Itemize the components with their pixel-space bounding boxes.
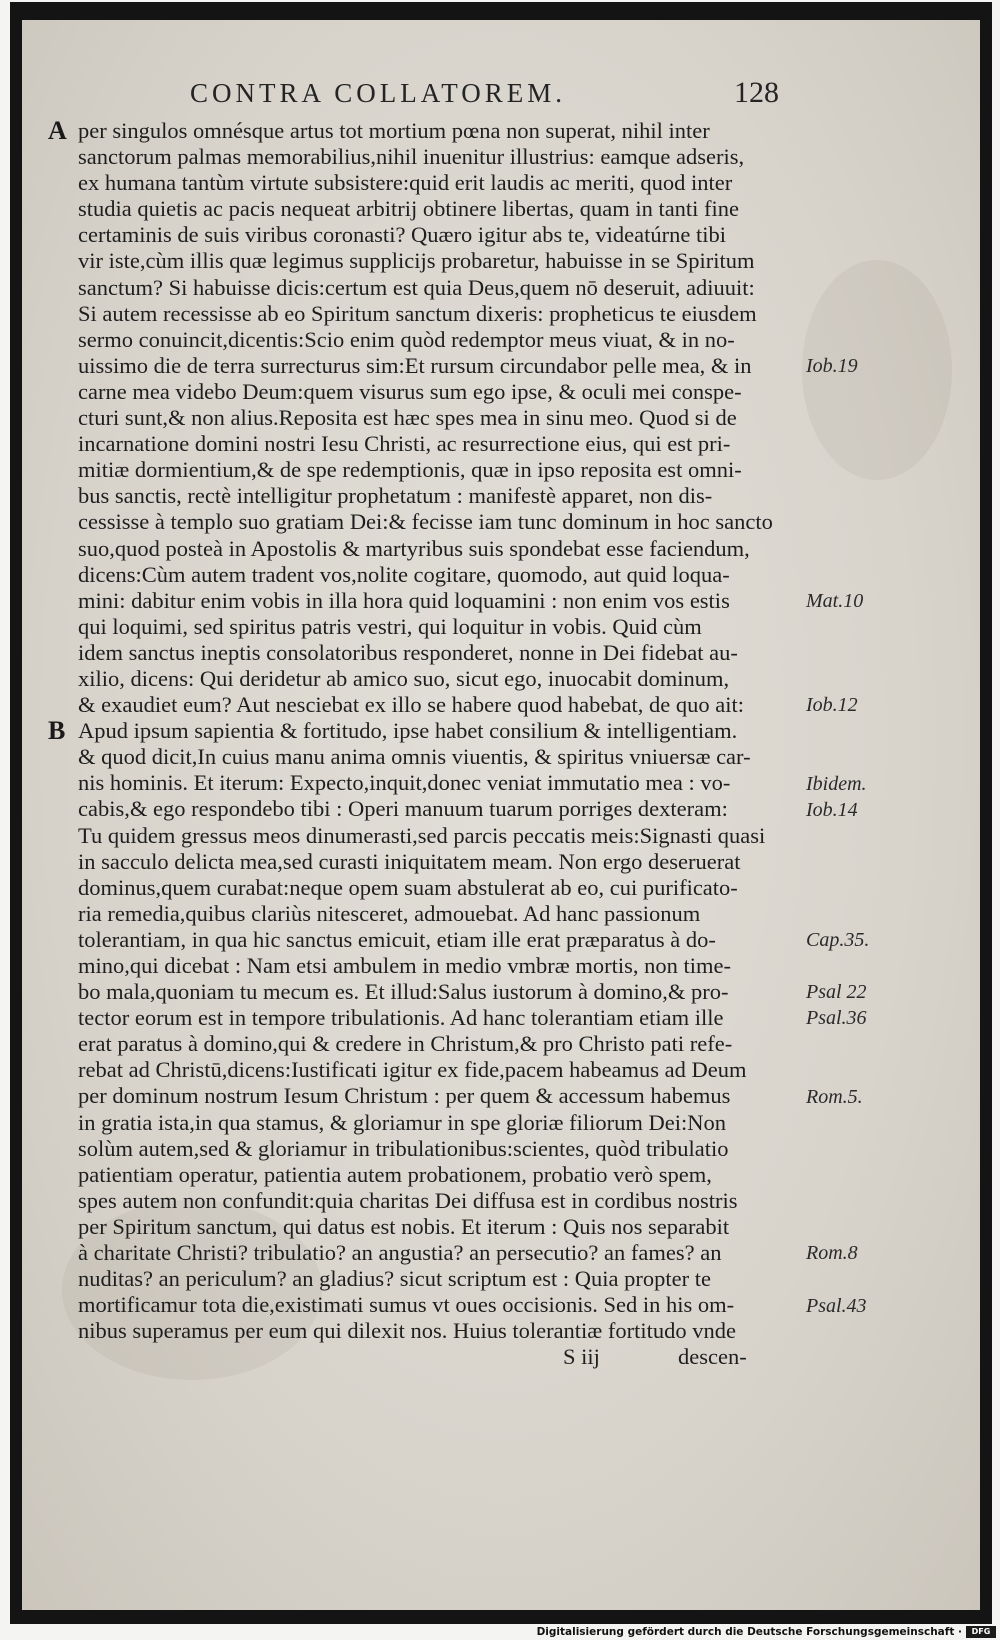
text-line	[48, 353, 796, 379]
marginal-note: Psal 22	[806, 981, 867, 1004]
line-text: dicens:Cùm autem tradent vos,nolite cogitare, quomodo, aut quid loqua-	[78, 561, 730, 587]
text-line	[48, 927, 796, 953]
text-line	[48, 1240, 796, 1266]
text-line	[48, 1057, 796, 1083]
line-text: per dominum nostrum Iesum Christum : per quem & accessum habemus	[78, 1083, 731, 1109]
line-text: erat paratus à domino,qui & credere in Christum,& pro Christo pati refe-	[78, 1031, 733, 1057]
text-line	[48, 823, 796, 849]
line-text: à charitate Christi? tribulatio? an angustia? an persecutio? an fames? an	[78, 1240, 722, 1266]
text-line	[48, 875, 796, 901]
text-line	[48, 275, 796, 301]
text-line	[48, 431, 796, 457]
marginal-note: Iob.12	[806, 694, 858, 717]
line-text: dominus,quem curabat:neque opem suam abstulerat ab eo, cui purificato-	[78, 874, 738, 900]
line-text: bus sanctis, rectè intelligitur prophetatum : manifestè apparet, non dis-	[78, 483, 713, 509]
line-text: Apud ipsum sapientia & fortitudo, ipse habet consilium & intelligentiam.	[78, 718, 738, 744]
signature-mark: S iij	[563, 1344, 600, 1370]
catch-line	[48, 1344, 796, 1370]
text-line	[48, 588, 796, 614]
line-text: nis hominis. Et iterum: Expecto,inquit,donec veniat immutatio mea : vo-	[78, 770, 731, 796]
text-line	[48, 1136, 796, 1162]
dfg-logo-icon: DFG	[966, 1626, 996, 1638]
line-text: in sacculo delicta mea,sed curasti iniquitatem meam. Non ergo deseruerat	[78, 848, 741, 874]
line-text: cturi sunt,& non alius.Reposita est hæc spes mea in sinu meo. Quod si de	[78, 405, 737, 431]
line-text: per singulos omnésque artus tot mortium pœna non superat, nihil inter	[78, 118, 710, 143]
catchword: descen-	[678, 1344, 747, 1370]
text-line	[48, 953, 796, 979]
line-text: vir iste,cùm illis quæ legimus supplicijs probaretur, habuisse in se Spiritum	[78, 248, 755, 274]
line-text: ria remedia,quibus clariùs nitesceret, admouebat. Ad hanc passionum	[78, 900, 701, 926]
line-text: mortificamur tota die,existimati sumus vt oues occisionis. Sed in his om-	[78, 1292, 735, 1318]
line-text: sanctum? Si habuisse dicis:certum est quia Deus,quem nō deseruit, adiuuit:	[78, 274, 755, 300]
line-text: per Spiritum sanctum, qui datus est nobis. Et iterum : Quis nos separabit	[78, 1213, 730, 1239]
line-text: cabis,& ego respondebo tibi : Operi manuum tuarum porriges dexteram:	[78, 796, 728, 822]
digitization-footer	[0, 1624, 1000, 1640]
running-title: CONTRA COLLATOREM.	[190, 78, 567, 108]
line-text: mino,qui dicebat : Nam etsi ambulem in medio vmbræ mortis, non time-	[78, 953, 732, 978]
text-line	[48, 1188, 796, 1214]
line-text: spes autem non confundit:quia charitas Dei diffusa est in cordibus nostris	[78, 1187, 738, 1213]
marginal-note: Ibidem.	[806, 772, 867, 795]
line-text: nibus superamus per eum qui dilexit nos. Huius tolerantiæ fortitudo vnde	[78, 1318, 737, 1344]
line-text: certaminis de suis viribus coronasti? Quæro igitur abs te, videatúrne tibi	[78, 222, 726, 248]
text-line	[48, 327, 796, 353]
folio-number: 128	[734, 76, 779, 109]
text-line	[48, 562, 796, 588]
line-text: tolerantiam, in qua hic sanctus emicuit, etiam ille erat præparatus à do-	[78, 926, 716, 952]
text-line	[48, 118, 796, 144]
text-block	[48, 118, 796, 1371]
text-line	[48, 379, 796, 405]
marginal-note: Cap.35.	[806, 929, 870, 952]
line-text: solùm autem,sed & gloriamur in tribulationibus:scientes, quòd tribulatio	[78, 1135, 729, 1161]
book-page	[22, 20, 980, 1610]
line-text: Tu quidem gressus meos dinumerasti,sed parcis peccatis meis:Signasti quasi	[78, 822, 766, 848]
text-line	[48, 301, 796, 327]
text-line	[48, 1318, 796, 1344]
line-text: uissimo die de terra surrecturus sim:Et rursum circundabor pelle mea, & in	[78, 352, 752, 378]
text-line	[48, 170, 796, 196]
text-line	[48, 222, 796, 248]
line-text: sermo conuincit,dicentis:Scio enim quòd redemptor meus viuat, & in no-	[78, 326, 735, 352]
line-text: & exaudiet eum? Aut nesciebat ex illo se habere quod habebat, de quo ait:	[78, 692, 745, 718]
line-text: cessisse à templo suo gratiam Dei:& fecisse iam tunc dominum in hoc sancto	[78, 509, 773, 535]
marginal-note: Psal.36	[806, 1007, 867, 1030]
line-text: Si autem recessisse ab eo Spiritum sanctum dixeris: propheticus te eiusdem	[78, 300, 757, 326]
line-text: tector eorum est in tempore tribulationis. Ad hanc tolerantiam etiam ille	[78, 1005, 724, 1031]
text-line	[48, 770, 796, 796]
line-text: carne mea videbo Deum:quem visurus sum ego ipse, & oculi mei conspe-	[78, 378, 742, 404]
line-text: xilio, dicens: Qui deridetur ab amico suo, sicut ego, inuocabit dominum,	[78, 665, 730, 691]
text-line	[48, 1110, 796, 1136]
line-text: incarnatione domini nostri Iesu Christi, ac resurrectione eius, qui est pri-	[78, 431, 731, 457]
marginal-note: Psal.43	[806, 1294, 867, 1317]
text-line	[48, 979, 796, 1005]
marginal-note: Rom.5.	[806, 1085, 863, 1108]
line-text: nuditas? an periculum? an gladius? sicut scriptum est : Quia propter te	[78, 1266, 711, 1292]
text-line	[48, 849, 796, 875]
line-text: studia quietis ac pacis nequeat arbitrij obtinere libertas, quam in tanti fine	[78, 196, 740, 222]
text-line	[48, 536, 796, 562]
marginal-note: Iob.14	[806, 798, 858, 821]
text-line	[48, 796, 796, 822]
text-line	[48, 718, 796, 744]
text-line	[48, 640, 796, 666]
text-line	[48, 405, 796, 431]
text-line	[48, 614, 796, 640]
text-line	[48, 901, 796, 927]
line-text: patientiam operatur, patientia autem probationem, probatio verò spem,	[78, 1161, 712, 1187]
text-line	[48, 692, 796, 718]
line-text: bo mala,quoniam tu mecum es. Et illud:Salus iustorum à domino,& pro-	[78, 979, 729, 1005]
line-text: in gratia ista,in qua stamus, & gloriamur in spe gloriæ filiorum Dei:Non	[78, 1109, 727, 1135]
text-line	[48, 457, 796, 483]
text-line	[48, 509, 796, 535]
text-line	[48, 144, 796, 170]
line-text: suo,quod posteà in Apostolis & martyribus suis spondebat esse faciendum,	[78, 535, 750, 561]
text-line	[48, 1214, 796, 1240]
text-line	[48, 1162, 796, 1188]
text-line	[48, 666, 796, 692]
text-line	[48, 1005, 796, 1031]
funding-notice: Digitalisierung gefördert durch die Deutsche Forschungsgemeinschaft ·	[536, 1626, 962, 1638]
text-line	[48, 1031, 796, 1057]
text-line	[48, 483, 796, 509]
line-text: rebat ad Christū,dicens:Iustificati igitur ex fide,pacem habeamus ad Deum	[78, 1057, 747, 1083]
text-line	[48, 196, 796, 222]
line-text: sanctorum palmas memorabilius,nihil inuenitur illustrius: eamque adseris,	[78, 144, 745, 170]
line-text: idem sanctus ineptis consolatoribus responderet, nonne in Dei fidebat au-	[78, 639, 738, 665]
marginal-note: Iob.19	[806, 354, 858, 377]
marginal-note: Mat.10	[806, 589, 864, 612]
section-letter: B	[48, 718, 66, 745]
line-text: & quod dicit,In cuius manu anima omnis viuentis, & spiritus vniuersæ car-	[78, 744, 751, 770]
line-text: ex humana tantùm virtute subsistere:quid erit laudis ac meriti, quod inter	[78, 170, 733, 196]
marginal-note: Rom.8	[806, 1242, 858, 1265]
text-line	[48, 1292, 796, 1318]
line-text: qui loquimi, sed spiritus patris vestri, qui loquitur in vobis. Quid cùm	[78, 613, 702, 639]
text-line	[48, 744, 796, 770]
line-text: mini: dabitur enim vobis in illa hora quid loquamini : non enim vos estis	[78, 587, 730, 613]
text-line	[48, 1266, 796, 1292]
text-line	[48, 248, 796, 274]
text-line	[48, 1083, 796, 1109]
section-letter: A	[48, 118, 67, 145]
line-text: mitiæ dormientium,& de spe redemptionis, quæ in ipso reposita est omni-	[78, 457, 742, 483]
